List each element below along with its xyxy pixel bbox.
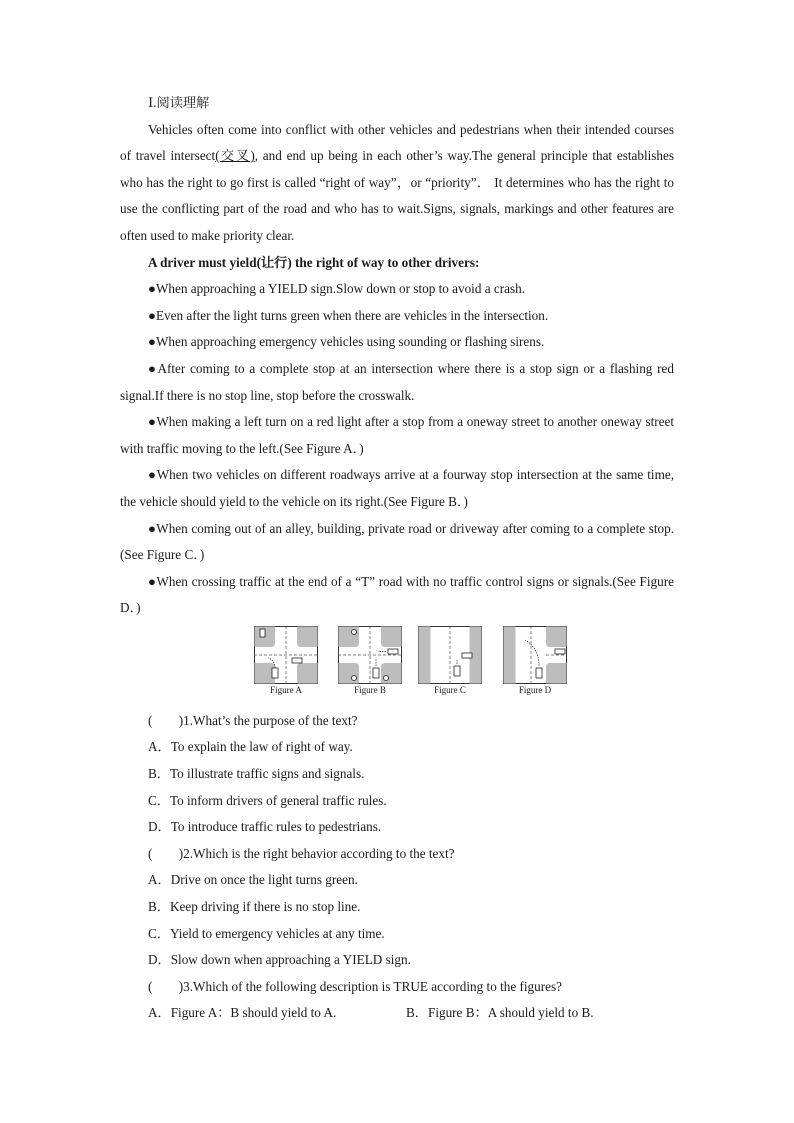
figure-a-caption: Figure A — [270, 684, 302, 695]
bullet-item: ●Even after the light turns green when there are vehicles in the intersection. — [148, 307, 549, 323]
figure-d-caption: Figure D — [518, 684, 552, 695]
figure-c-caption: Figure C — [434, 684, 466, 695]
yield-heading-a: A driver must yield — [148, 254, 257, 270]
question-1-option-c: C．To inform drivers of general traffic rules. — [148, 792, 387, 808]
question-3-options — [120, 1000, 674, 1027]
question-1-stem: ( )1.What’s the purpose of the text? — [148, 712, 358, 728]
question-2-option-a: A．Drive on once the light turns green. — [148, 872, 358, 888]
figure-a — [254, 626, 318, 696]
yield-heading-b: the right of way to other drivers: — [291, 254, 480, 270]
passage-text-2: , and end up being in each other’s way.The general principle that establishes who has the right to go first is called “right of way”，or “priority”． It determines who has the right to use the conflicting part of the road and who has to wait.Signs, signals, markings and other features are often used to make priority clear. — [120, 148, 674, 243]
passage-gloss-intersect: (交叉) — [215, 148, 255, 164]
figures-row — [120, 626, 674, 702]
bullet-item: ●When coming out of an alley, building, private road or driveway after coming to a complete stop.(See Figure C．) — [120, 520, 674, 563]
question-3-stem: ( )3.Which of the following description is TRUE according to the figures? — [148, 978, 562, 994]
question-1-option-a: A．To explain the law of right of way. — [148, 739, 353, 755]
question-3-option-b: B．Figure B：A should yield to B. — [406, 1005, 594, 1021]
figure-c-diagram — [418, 626, 482, 684]
yield-heading-cn: (让行) — [256, 254, 292, 270]
document-page — [120, 90, 674, 1027]
figure-d-diagram — [503, 626, 567, 684]
passage-text-1: Vehicles often come into conflict with other vehicles and pedestrians when their intended courses of travel intersect — [120, 121, 674, 164]
figure-d — [503, 626, 567, 696]
question-2-option-c: C．Yield to emergency vehicles at any time. — [148, 925, 385, 941]
question-2-option-b: B．Keep driving if there is no stop line. — [148, 899, 361, 915]
bullet-item: ●When crossing traffic at the end of a “T” road with no traffic control signs or signals.(See Figure D．) — [120, 573, 674, 616]
figure-b-caption: Figure B — [354, 684, 386, 695]
figure-b — [338, 626, 402, 696]
bullet-item: ●When approaching emergency vehicles using sounding or flashing sirens. — [148, 334, 545, 350]
question-1-option-b: B．To illustrate traffic signs and signals. — [148, 766, 365, 782]
section-heading: Ⅰ.阅读理解 — [148, 95, 210, 110]
bullet-item: ●When making a left turn on a red light after a stop from a oneway street to another oneway street with traffic moving to the left.(See Figure A．) — [120, 414, 674, 456]
bullet-item: ●When two vehicles on different roadways arrive at a fourway stop intersection at the same time, the vehicle should yield to the vehicle on its right.(See Figure B．) — [120, 467, 674, 509]
figure-a-diagram — [254, 626, 318, 684]
question-1-option-d: D．To introduce traffic rules to pedestrians. — [148, 819, 382, 835]
figure-c — [418, 626, 482, 696]
passage-paragraph — [120, 117, 674, 250]
question-2-stem: ( )2.Which is the right behavior according to the text? — [148, 845, 455, 861]
question-2-option-d: D．Slow down when approaching a YIELD sign. — [148, 952, 411, 968]
figure-b-diagram — [338, 626, 402, 684]
bullet-item: ●When approaching a YIELD sign.Slow down or stop to avoid a crash. — [148, 281, 526, 297]
yield-heading — [120, 250, 674, 277]
question-3-option-a: A．Figure A：B should yield to A. — [148, 1005, 337, 1021]
bullet-item: ●After coming to a complete stop at an intersection where there is a stop sign or a flashing red signal.If there is no stop line, stop before the crosswalk. — [120, 360, 674, 403]
